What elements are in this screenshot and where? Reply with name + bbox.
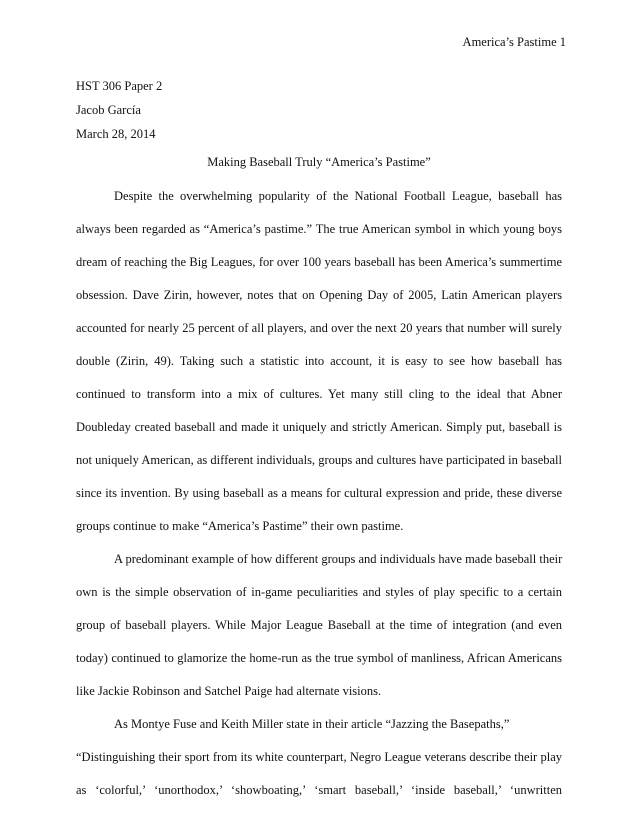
paragraph-3-line: as ‘colorful,’ ‘unorthodox,’ ‘showboating,’ ‘smart baseball,’ ‘inside baseball,’ ‘unwritten: [76, 783, 562, 797]
author-line: Jacob García: [76, 103, 141, 117]
paragraph-2-line: group of baseball players. While Major League Baseball at the time of integration (and even: [76, 618, 562, 632]
paragraph-2-line: A predominant example of how different groups and individuals have made baseball their: [114, 552, 563, 566]
paragraph-1-line: double (Zirin, 49). Taking such a statistic into account, it is easy to see how baseball has: [76, 354, 562, 368]
paragraph-3-line: As Montye Fuse and Keith Miller state in their article “Jazzing the Basepaths,”: [114, 717, 510, 731]
paragraph-1-line: not uniquely American, as different individuals, groups and cultures have participated in baseball: [76, 453, 562, 467]
date-line: March 28, 2014: [76, 127, 156, 141]
paragraph-3-line: “Distinguishing their sport from its white counterpart, Negro League veterans describe their play: [76, 750, 562, 764]
paragraph-1-line: obsession. Dave Zirin, however, notes that on Opening Day of 2005, Latin American players: [76, 288, 562, 302]
paragraph-2-line: today) continued to glamorize the home-run as the true symbol of manliness, African Americans: [76, 651, 562, 665]
paper-title: Making Baseball Truly “America’s Pastime”: [207, 155, 431, 169]
paragraph-1-line: Doubleday created baseball and made it uniquely and strictly American. Simply put, baseball is: [76, 420, 562, 434]
course-line: HST 306 Paper 2: [76, 79, 163, 93]
paragraph-1-line: accounted for nearly 25 percent of all players, and over the next 20 years that number will surely: [76, 321, 562, 335]
paragraph-1-line: groups continue to make “America’s Pastime” their own pastime.: [76, 519, 404, 533]
paragraph-1-line: Despite the overwhelming popularity of the National Football League, baseball has: [114, 189, 562, 203]
paragraph-2-line: own is the simple observation of in-game peculiarities and styles of play specific to a certain: [76, 585, 562, 599]
paragraph-1-line: since its invention. By using baseball as a means for cultural expression and pride, these diverse: [76, 486, 562, 500]
paragraph-1-line: continued to transform into a mix of cultures. Yet many still cling to the ideal that Abner: [76, 387, 562, 401]
paragraph-1-line: dream of reaching the Big Leagues, for over 100 years baseball has been America’s summertime: [76, 255, 562, 269]
paragraph-2-line: like Jackie Robinson and Satchel Paige had alternate visions.: [76, 684, 382, 698]
paragraph-1-line: always been regarded as “America’s pastime.” The true American symbol in which young boys: [76, 222, 562, 236]
running-head: America’s Pastime 1: [462, 35, 566, 49]
